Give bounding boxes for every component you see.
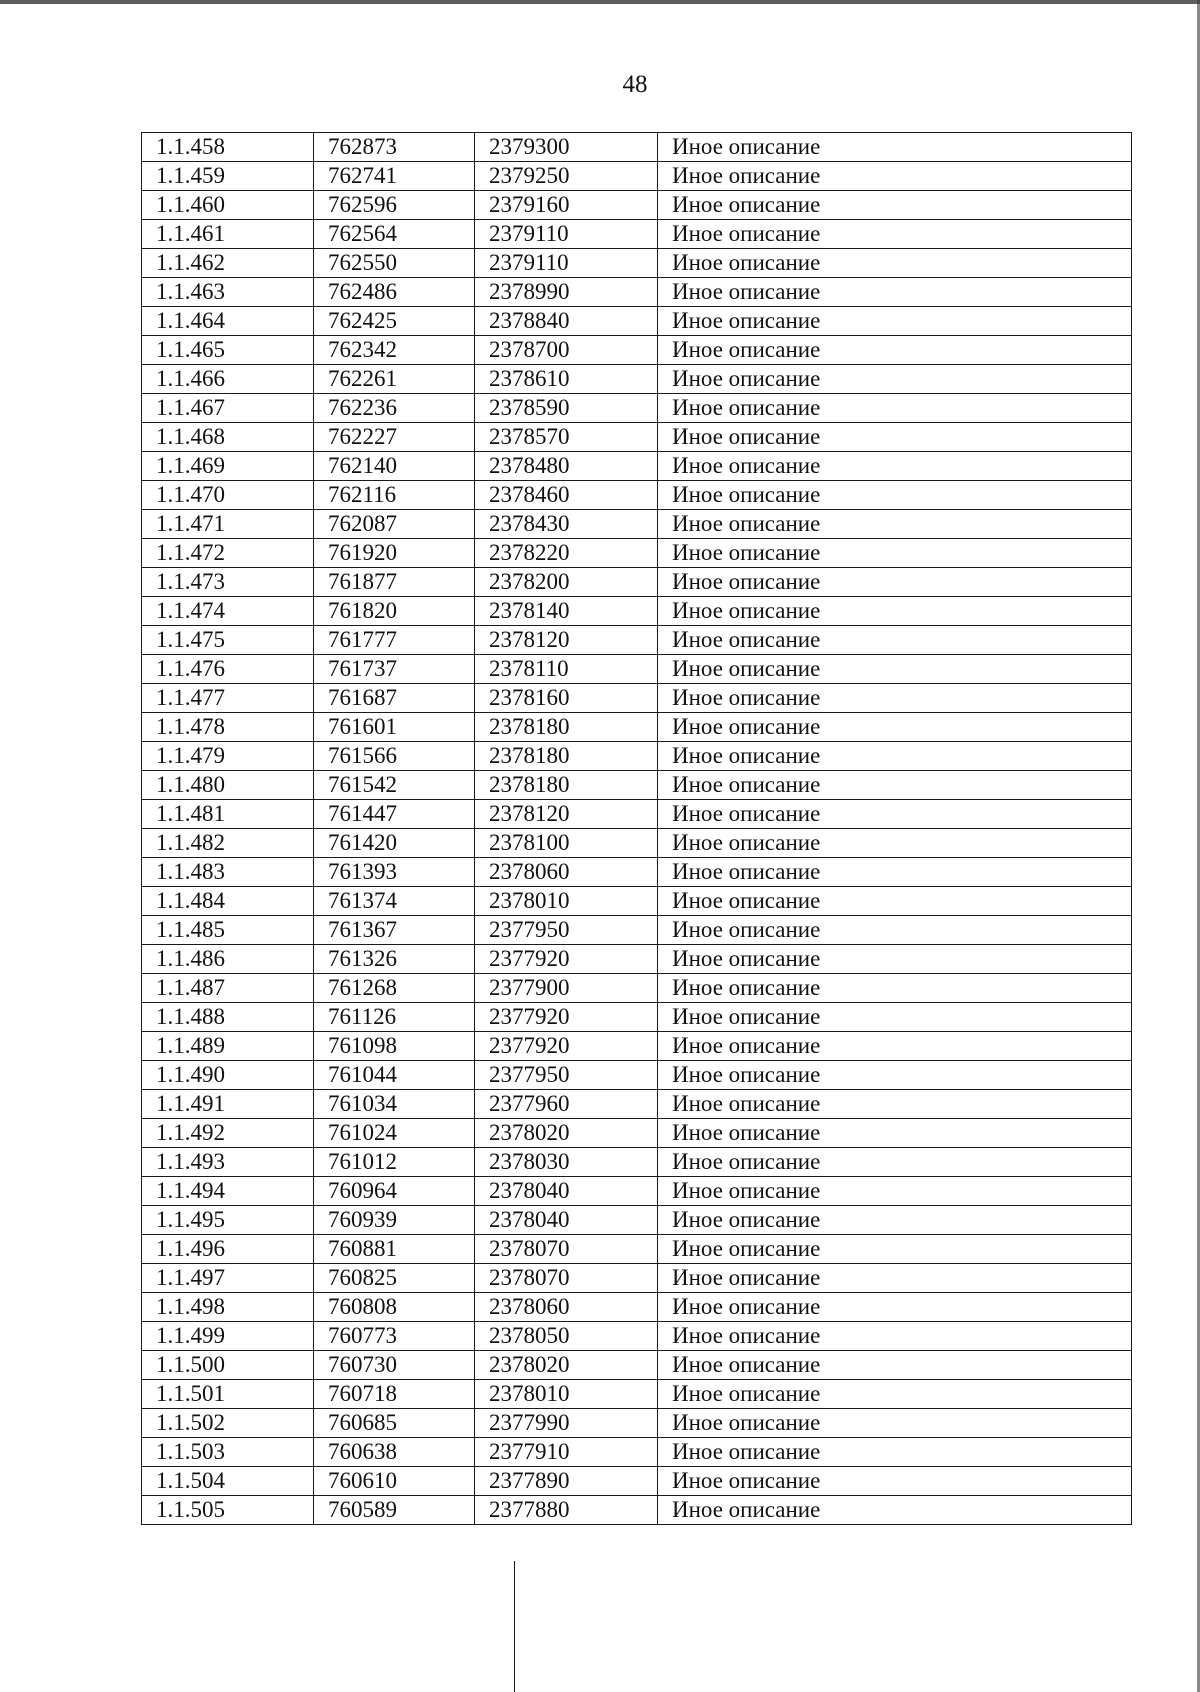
description-cell: Иное описание (658, 307, 1132, 336)
description-cell: Иное описание (658, 1293, 1132, 1322)
description-cell: Иное описание (658, 1380, 1132, 1409)
x-coordinate-cell: 761737 (314, 655, 475, 684)
description-cell: Иное описание (658, 1032, 1132, 1061)
point-number-cell: 1.1.473 (142, 568, 314, 597)
y-coordinate-cell: 2378040 (475, 1177, 658, 1206)
x-coordinate-cell: 761034 (314, 1090, 475, 1119)
y-coordinate-cell: 2378100 (475, 829, 658, 858)
description-cell: Иное описание (658, 829, 1132, 858)
y-coordinate-cell: 2378110 (475, 655, 658, 684)
table-row (142, 1206, 1132, 1235)
table-row (142, 1090, 1132, 1119)
y-coordinate-cell: 2378160 (475, 684, 658, 713)
point-number-cell: 1.1.491 (142, 1090, 314, 1119)
y-coordinate-cell: 2378070 (475, 1235, 658, 1264)
point-number-cell: 1.1.495 (142, 1206, 314, 1235)
point-number-cell: 1.1.503 (142, 1438, 314, 1467)
table-row (142, 1264, 1132, 1293)
description-cell: Иное описание (658, 162, 1132, 191)
point-number-cell: 1.1.498 (142, 1293, 314, 1322)
table-row (142, 249, 1132, 278)
y-coordinate-cell: 2378570 (475, 423, 658, 452)
point-number-cell: 1.1.490 (142, 1061, 314, 1090)
table-row (142, 887, 1132, 916)
y-coordinate-cell: 2377920 (475, 1003, 658, 1032)
description-cell: Иное описание (658, 1409, 1132, 1438)
table-row (142, 916, 1132, 945)
x-coordinate-cell: 760718 (314, 1380, 475, 1409)
table-row (142, 191, 1132, 220)
table-row (142, 510, 1132, 539)
description-cell: Иное описание (658, 713, 1132, 742)
point-number-cell: 1.1.471 (142, 510, 314, 539)
table-row (142, 278, 1132, 307)
point-number-cell: 1.1.481 (142, 800, 314, 829)
description-cell: Иное описание (658, 220, 1132, 249)
point-number-cell: 1.1.476 (142, 655, 314, 684)
y-coordinate-cell: 2378120 (475, 626, 658, 655)
x-coordinate-cell: 760881 (314, 1235, 475, 1264)
point-number-cell: 1.1.474 (142, 597, 314, 626)
y-coordinate-cell: 2378590 (475, 394, 658, 423)
description-cell: Иное описание (658, 1235, 1132, 1264)
table-row (142, 800, 1132, 829)
description-cell: Иное описание (658, 1177, 1132, 1206)
description-cell: Иное описание (658, 1467, 1132, 1496)
description-cell: Иное описание (658, 1496, 1132, 1525)
point-number-cell: 1.1.463 (142, 278, 314, 307)
x-coordinate-cell: 762227 (314, 423, 475, 452)
x-coordinate-cell: 760730 (314, 1351, 475, 1380)
table-row (142, 1119, 1132, 1148)
table-row (142, 423, 1132, 452)
y-coordinate-cell: 2378180 (475, 771, 658, 800)
point-number-cell: 1.1.505 (142, 1496, 314, 1525)
y-coordinate-cell: 2378040 (475, 1206, 658, 1235)
table-row (142, 713, 1132, 742)
table-row (142, 829, 1132, 858)
table-row (142, 1409, 1132, 1438)
x-coordinate-cell: 760808 (314, 1293, 475, 1322)
x-coordinate-cell: 762741 (314, 162, 475, 191)
x-coordinate-cell: 760825 (314, 1264, 475, 1293)
point-number-cell: 1.1.465 (142, 336, 314, 365)
table-row (142, 1032, 1132, 1061)
point-number-cell: 1.1.493 (142, 1148, 314, 1177)
description-cell: Иное описание (658, 452, 1132, 481)
x-coordinate-cell: 761920 (314, 539, 475, 568)
point-number-cell: 1.1.469 (142, 452, 314, 481)
table-row (142, 1177, 1132, 1206)
x-coordinate-cell: 762140 (314, 452, 475, 481)
description-cell: Иное описание (658, 510, 1132, 539)
description-cell: Иное описание (658, 423, 1132, 452)
description-cell: Иное описание (658, 1322, 1132, 1351)
description-cell: Иное описание (658, 597, 1132, 626)
point-number-cell: 1.1.496 (142, 1235, 314, 1264)
y-coordinate-cell: 2379110 (475, 249, 658, 278)
point-number-cell: 1.1.499 (142, 1322, 314, 1351)
table-row (142, 1235, 1132, 1264)
description-cell: Иное описание (658, 655, 1132, 684)
description-cell: Иное описание (658, 626, 1132, 655)
x-coordinate-cell: 762236 (314, 394, 475, 423)
table-row (142, 1061, 1132, 1090)
point-number-cell: 1.1.462 (142, 249, 314, 278)
point-number-cell: 1.1.494 (142, 1177, 314, 1206)
scan-border-top (0, 0, 1200, 4)
table-row (142, 220, 1132, 249)
description-cell: Иное описание (658, 1264, 1132, 1293)
point-number-cell: 1.1.488 (142, 1003, 314, 1032)
table-row (142, 1148, 1132, 1177)
y-coordinate-cell: 2378050 (475, 1322, 658, 1351)
table-row (142, 597, 1132, 626)
x-coordinate-cell: 761374 (314, 887, 475, 916)
y-coordinate-cell: 2378030 (475, 1148, 658, 1177)
x-coordinate-cell: 761098 (314, 1032, 475, 1061)
description-cell: Иное описание (658, 1438, 1132, 1467)
description-cell: Иное описание (658, 1148, 1132, 1177)
table-row (142, 742, 1132, 771)
x-coordinate-cell: 761326 (314, 945, 475, 974)
table-row (142, 858, 1132, 887)
description-cell: Иное описание (658, 1090, 1132, 1119)
table-row (142, 626, 1132, 655)
y-coordinate-cell: 2378020 (475, 1119, 658, 1148)
table-row (142, 1322, 1132, 1351)
point-number-cell: 1.1.460 (142, 191, 314, 220)
description-cell: Иное описание (658, 1119, 1132, 1148)
point-number-cell: 1.1.492 (142, 1119, 314, 1148)
point-number-cell: 1.1.485 (142, 916, 314, 945)
x-coordinate-cell: 760638 (314, 1438, 475, 1467)
x-coordinate-cell: 760610 (314, 1467, 475, 1496)
point-number-cell: 1.1.478 (142, 713, 314, 742)
table-row (142, 365, 1132, 394)
x-coordinate-cell: 762564 (314, 220, 475, 249)
table-row (142, 1467, 1132, 1496)
description-cell: Иное описание (658, 394, 1132, 423)
x-coordinate-cell: 762261 (314, 365, 475, 394)
point-number-cell: 1.1.480 (142, 771, 314, 800)
description-cell: Иное описание (658, 974, 1132, 1003)
point-number-cell: 1.1.475 (142, 626, 314, 655)
point-number-cell: 1.1.468 (142, 423, 314, 452)
table-row (142, 162, 1132, 191)
y-coordinate-cell: 2377990 (475, 1409, 658, 1438)
x-coordinate-cell: 762596 (314, 191, 475, 220)
point-number-cell: 1.1.482 (142, 829, 314, 858)
description-cell: Иное описание (658, 1206, 1132, 1235)
x-coordinate-cell: 760964 (314, 1177, 475, 1206)
x-coordinate-cell: 761447 (314, 800, 475, 829)
description-cell: Иное описание (658, 1351, 1132, 1380)
point-number-cell: 1.1.477 (142, 684, 314, 713)
y-coordinate-cell: 2377920 (475, 1032, 658, 1061)
table-row (142, 481, 1132, 510)
x-coordinate-cell: 761542 (314, 771, 475, 800)
table-row (142, 771, 1132, 800)
table-row (142, 1438, 1132, 1467)
description-cell: Иное описание (658, 945, 1132, 974)
table-row (142, 1380, 1132, 1409)
x-coordinate-cell: 761877 (314, 568, 475, 597)
y-coordinate-cell: 2377890 (475, 1467, 658, 1496)
y-coordinate-cell: 2378180 (475, 713, 658, 742)
x-coordinate-cell: 760773 (314, 1322, 475, 1351)
description-cell: Иное описание (658, 336, 1132, 365)
y-coordinate-cell: 2378460 (475, 481, 658, 510)
y-coordinate-cell: 2379300 (475, 133, 658, 162)
x-coordinate-cell: 761687 (314, 684, 475, 713)
y-coordinate-cell: 2378990 (475, 278, 658, 307)
y-coordinate-cell: 2378060 (475, 1293, 658, 1322)
x-coordinate-cell: 762550 (314, 249, 475, 278)
x-coordinate-cell: 760589 (314, 1496, 475, 1525)
point-number-cell: 1.1.467 (142, 394, 314, 423)
y-coordinate-cell: 2378480 (475, 452, 658, 481)
point-number-cell: 1.1.486 (142, 945, 314, 974)
y-coordinate-cell: 2378430 (475, 510, 658, 539)
y-coordinate-cell: 2377910 (475, 1438, 658, 1467)
table-row (142, 1003, 1132, 1032)
table-row (142, 394, 1132, 423)
point-number-cell: 1.1.459 (142, 162, 314, 191)
x-coordinate-cell: 761777 (314, 626, 475, 655)
x-coordinate-cell: 760685 (314, 1409, 475, 1438)
x-coordinate-cell: 761012 (314, 1148, 475, 1177)
description-cell: Иное описание (658, 365, 1132, 394)
y-coordinate-cell: 2378200 (475, 568, 658, 597)
description-cell: Иное описание (658, 481, 1132, 510)
page-number: 48 (622, 71, 648, 98)
y-coordinate-cell: 2378010 (475, 887, 658, 916)
description-cell: Иное описание (658, 916, 1132, 945)
table-row (142, 307, 1132, 336)
y-coordinate-cell: 2378220 (475, 539, 658, 568)
point-number-cell: 1.1.484 (142, 887, 314, 916)
description-cell: Иное описание (658, 568, 1132, 597)
y-coordinate-cell: 2377950 (475, 916, 658, 945)
x-coordinate-cell: 761820 (314, 597, 475, 626)
y-coordinate-cell: 2378700 (475, 336, 658, 365)
point-number-cell: 1.1.479 (142, 742, 314, 771)
point-number-cell: 1.1.504 (142, 1467, 314, 1496)
x-coordinate-cell: 761566 (314, 742, 475, 771)
x-coordinate-cell: 762116 (314, 481, 475, 510)
description-cell: Иное описание (658, 887, 1132, 916)
point-number-cell: 1.1.502 (142, 1409, 314, 1438)
point-number-cell: 1.1.461 (142, 220, 314, 249)
table-row (142, 568, 1132, 597)
description-cell: Иное описание (658, 771, 1132, 800)
coordinates-table-body (142, 133, 1132, 1525)
y-coordinate-cell: 2378180 (475, 742, 658, 771)
description-cell: Иное описание (658, 1061, 1132, 1090)
table-row (142, 1496, 1132, 1525)
x-coordinate-cell: 762486 (314, 278, 475, 307)
y-coordinate-cell: 2378120 (475, 800, 658, 829)
y-coordinate-cell: 2377900 (475, 974, 658, 1003)
y-coordinate-cell: 2378610 (475, 365, 658, 394)
point-number-cell: 1.1.483 (142, 858, 314, 887)
point-number-cell: 1.1.501 (142, 1380, 314, 1409)
point-number-cell: 1.1.489 (142, 1032, 314, 1061)
x-coordinate-cell: 761024 (314, 1119, 475, 1148)
description-cell: Иное описание (658, 133, 1132, 162)
table-continuation-line (514, 1561, 515, 1692)
x-coordinate-cell: 761044 (314, 1061, 475, 1090)
coordinates-table (141, 132, 1132, 1525)
point-number-cell: 1.1.487 (142, 974, 314, 1003)
x-coordinate-cell: 762425 (314, 307, 475, 336)
point-number-cell: 1.1.464 (142, 307, 314, 336)
x-coordinate-cell: 761393 (314, 858, 475, 887)
y-coordinate-cell: 2378010 (475, 1380, 658, 1409)
table-row (142, 336, 1132, 365)
description-cell: Иное описание (658, 858, 1132, 887)
x-coordinate-cell: 762873 (314, 133, 475, 162)
table-row (142, 452, 1132, 481)
point-number-cell: 1.1.458 (142, 133, 314, 162)
point-number-cell: 1.1.500 (142, 1351, 314, 1380)
point-number-cell: 1.1.472 (142, 539, 314, 568)
description-cell: Иное описание (658, 742, 1132, 771)
table-row (142, 539, 1132, 568)
x-coordinate-cell: 761367 (314, 916, 475, 945)
description-cell: Иное описание (658, 278, 1132, 307)
x-coordinate-cell: 761601 (314, 713, 475, 742)
table-row (142, 684, 1132, 713)
point-number-cell: 1.1.497 (142, 1264, 314, 1293)
y-coordinate-cell: 2378060 (475, 858, 658, 887)
point-number-cell: 1.1.470 (142, 481, 314, 510)
description-cell: Иное описание (658, 249, 1132, 278)
y-coordinate-cell: 2378070 (475, 1264, 658, 1293)
table-row (142, 945, 1132, 974)
y-coordinate-cell: 2377960 (475, 1090, 658, 1119)
y-coordinate-cell: 2379110 (475, 220, 658, 249)
x-coordinate-cell: 762087 (314, 510, 475, 539)
y-coordinate-cell: 2378140 (475, 597, 658, 626)
description-cell: Иное описание (658, 191, 1132, 220)
y-coordinate-cell: 2379250 (475, 162, 658, 191)
y-coordinate-cell: 2379160 (475, 191, 658, 220)
point-number-cell: 1.1.466 (142, 365, 314, 394)
table-row (142, 1351, 1132, 1380)
x-coordinate-cell: 761126 (314, 1003, 475, 1032)
table-row (142, 133, 1132, 162)
y-coordinate-cell: 2377920 (475, 945, 658, 974)
x-coordinate-cell: 761268 (314, 974, 475, 1003)
description-cell: Иное описание (658, 539, 1132, 568)
y-coordinate-cell: 2377880 (475, 1496, 658, 1525)
table-row (142, 655, 1132, 684)
x-coordinate-cell: 762342 (314, 336, 475, 365)
table-row (142, 974, 1132, 1003)
x-coordinate-cell: 760939 (314, 1206, 475, 1235)
description-cell: Иное описание (658, 800, 1132, 829)
y-coordinate-cell: 2378840 (475, 307, 658, 336)
x-coordinate-cell: 761420 (314, 829, 475, 858)
description-cell: Иное описание (658, 684, 1132, 713)
description-cell: Иное описание (658, 1003, 1132, 1032)
y-coordinate-cell: 2377950 (475, 1061, 658, 1090)
y-coordinate-cell: 2378020 (475, 1351, 658, 1380)
table-row (142, 1293, 1132, 1322)
